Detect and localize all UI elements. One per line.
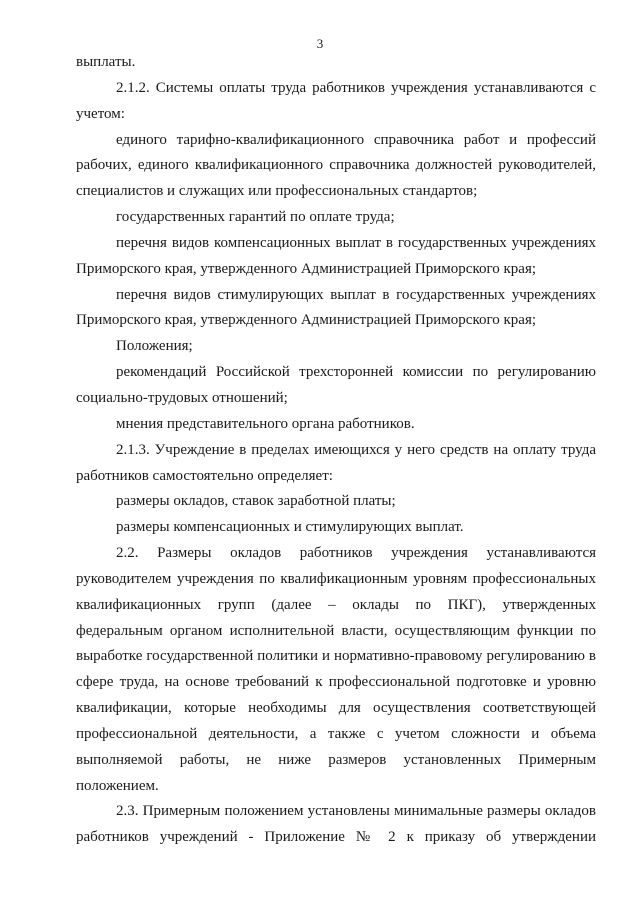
- paragraph-2-2: 2.2. Размеры окладов работников учреждения устанавливаются руководителем учреждения по квалификационным уровням профессиональных квалификационных групп (далее – оклады по ПКГ), утвержденных федеральным органом исполнительной власти, осуществляющим функции по выработке государственной политики и нормативно-правовому регулированию в сфере труда, на основе требований к профессиональной подготовке и уровню квалификации, которые необходимы для осуществления соответствующей профессиональной деятельности, а также с учетом сложности и объема выполняемой работы, не ниже размеров установленных Примерным положением.: [76, 545, 596, 794]
- list-item-tariff-handbook: единого тарифно-квалификационного справочника работ и профессий рабочих, единого квалификационного справочника должностей руководителей, специалистов и служащих или профессиональных стандартов;: [76, 131, 596, 200]
- list-item-salary-rates: размеры окладов, ставок заработной платы;: [116, 493, 396, 510]
- paragraph-2-1-3: 2.1.3. Учреждение в пределах имеющихся у него средств на оплату труда работников самостоятельно определяет:: [76, 441, 596, 484]
- paragraph-2-3: 2.3. Примерным положением установлены минимальные размеры окладов работников учреждений - Приложение № 2 к приказу об утверждении: [76, 803, 596, 846]
- list-item-payment-amounts: размеры компенсационных и стимулирующих выплат.: [116, 519, 464, 536]
- list-item-state-guarantees: государственных гарантий по оплате труда;: [116, 209, 395, 226]
- list-item-regulation: Положения;: [116, 338, 193, 355]
- page-number: 3: [316, 36, 324, 51]
- paragraph-continuation: выплаты.: [76, 54, 136, 70]
- list-item-compensation-payments: перечня видов компенсационных выплат в государственных учреждениях Приморского края, утвержденного Администрацией Приморского края;: [76, 234, 596, 277]
- document-body: [76, 50, 596, 851]
- list-item-tripartite-commission: рекомендаций Российской трехсторонней комиссии по регулированию социально-трудовых отношений;: [76, 364, 596, 406]
- list-item-workers-representative: мнения представительного органа работников.: [116, 415, 415, 432]
- list-item-incentive-payments: перечня видов стимулирующих выплат в государственных учреждениях Приморского края, утвержденного Администрацией Приморского края;: [76, 286, 596, 329]
- paragraph-2-1-2: 2.1.2. Системы оплаты труда работников учреждения устанавливаются с учетом:: [76, 79, 596, 122]
